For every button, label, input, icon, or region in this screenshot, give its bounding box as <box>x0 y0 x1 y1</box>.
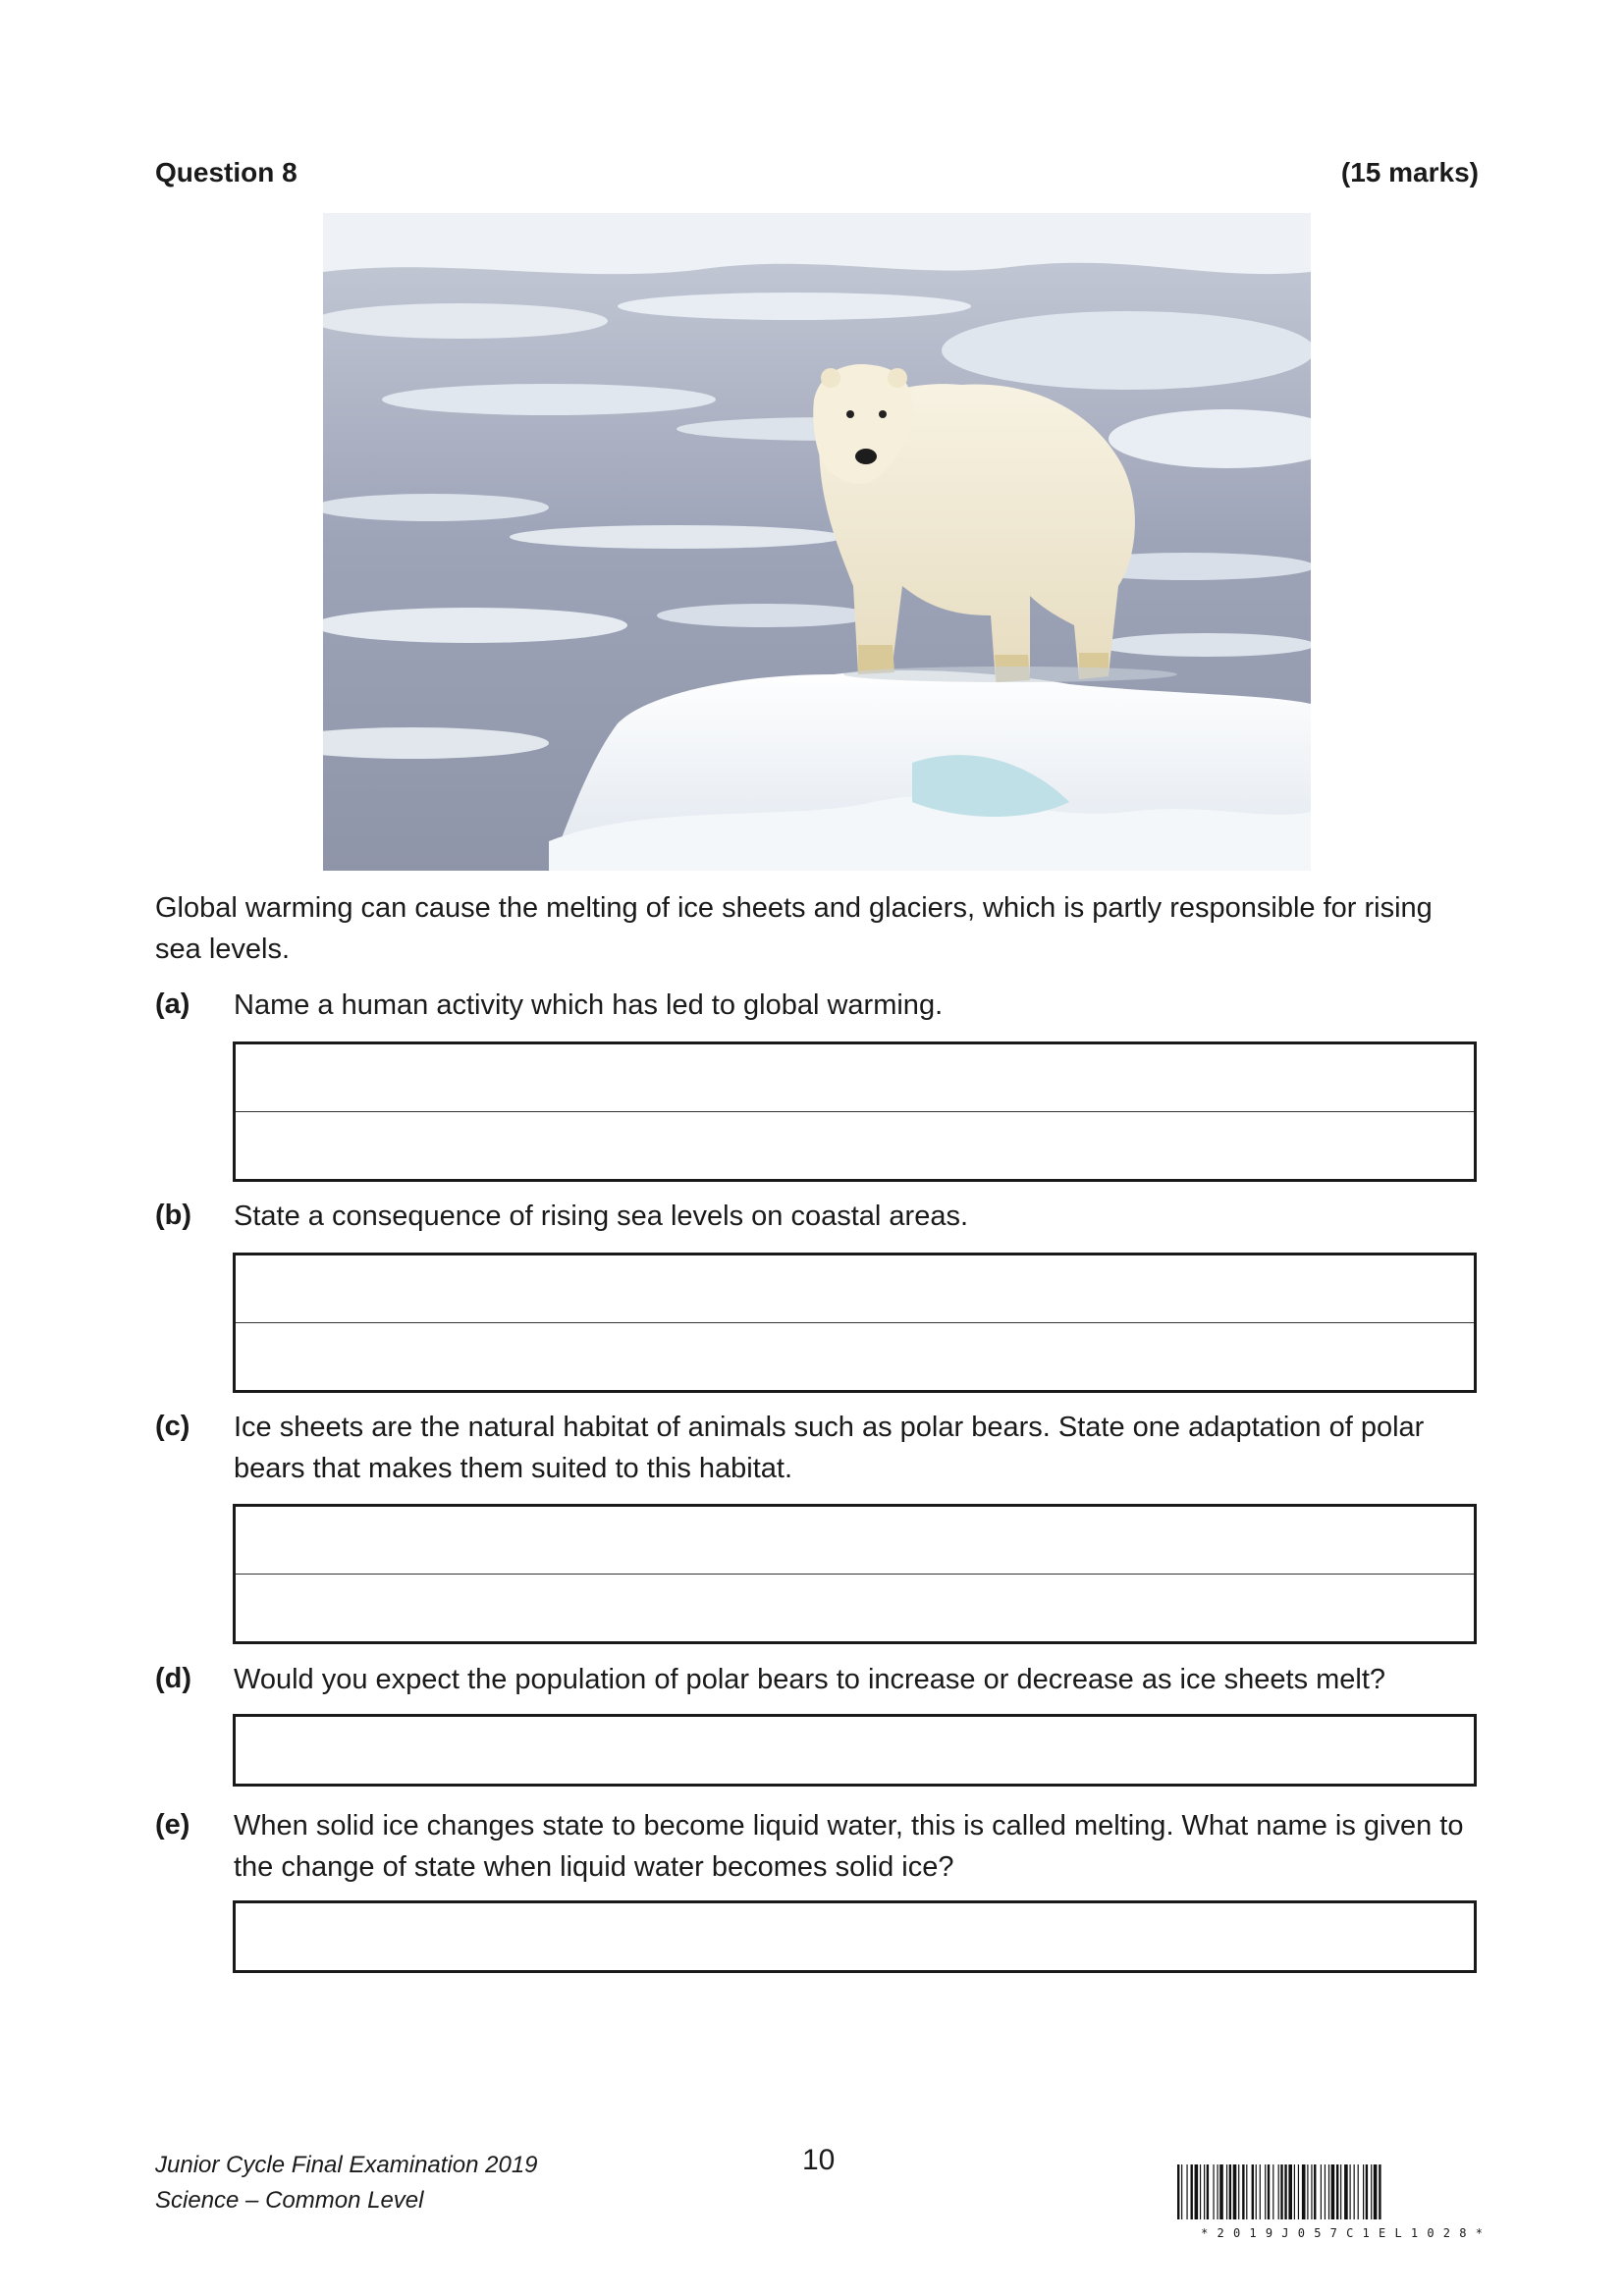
barcode-bar <box>1340 2164 1341 2219</box>
barcode-bar <box>1379 2164 1380 2219</box>
barcode-bar <box>1336 2164 1338 2219</box>
part-e-answer-box[interactable] <box>233 1900 1477 1973</box>
question-title: Question 8 <box>155 157 298 187</box>
barcode-bar <box>1302 2164 1306 2219</box>
barcode-bar <box>1307 2164 1308 2219</box>
barcode-bar <box>1331 2164 1335 2219</box>
footer-exam-title: Junior Cycle Final Examination 2019 <box>155 2152 538 2178</box>
barcode-bar <box>1256 2164 1257 2219</box>
barcode-bar <box>1229 2164 1231 2219</box>
barcode-bar <box>1321 2164 1322 2219</box>
part-a-label: (a) <box>155 988 190 1020</box>
part-d-label: (d) <box>155 1663 192 1694</box>
part-a-answer-box[interactable] <box>233 1041 1477 1182</box>
part-c-label: (c) <box>155 1411 190 1442</box>
barcode-bar <box>1233 2164 1237 2219</box>
question-header <box>155 157 1479 196</box>
barcode-bar <box>1242 2164 1244 2219</box>
answer-line <box>236 1574 1474 1575</box>
part-e-label: (e) <box>155 1809 190 1841</box>
barcode <box>1177 2164 1507 2241</box>
barcode-bar <box>1260 2164 1261 2219</box>
barcode-bar <box>1328 2164 1329 2219</box>
barcode-bar <box>1294 2164 1295 2219</box>
barcode-bar <box>1177 2164 1179 2219</box>
barcode-bar <box>1204 2164 1205 2219</box>
polar-bear-photo <box>323 213 1311 871</box>
footer-exam-info <box>155 2148 538 2218</box>
barcode-bar <box>1350 2164 1351 2219</box>
barcode-bar <box>1246 2164 1247 2219</box>
barcode-bar <box>1366 2164 1368 2219</box>
barcode-bar <box>1272 2164 1273 2219</box>
barcode-bar <box>1191 2164 1193 2219</box>
barcode-bar <box>1226 2164 1227 2219</box>
barcode-bar <box>1311 2164 1312 2219</box>
barcode-bar <box>1238 2164 1239 2219</box>
polar-bear-image <box>323 213 1311 871</box>
barcode-bar <box>1181 2164 1182 2219</box>
barcode-bar <box>1207 2164 1209 2219</box>
answer-line <box>236 1111 1474 1112</box>
barcode-bar <box>1268 2164 1270 2219</box>
barcode-bars <box>1177 2164 1507 2219</box>
barcode-bar <box>1314 2164 1316 2219</box>
barcode-bar <box>1195 2164 1199 2219</box>
barcode-bar <box>1363 2164 1364 2219</box>
intro-text: Global warming can cause the melting of ice sheets and glaciers, which is partly responsible for rising sea levels. <box>155 892 1433 965</box>
barcode-bar <box>1265 2164 1266 2219</box>
barcode-bar <box>1371 2164 1372 2219</box>
barcode-bar <box>1354 2164 1355 2219</box>
barcode-bar <box>1252 2164 1254 2219</box>
barcode-bar <box>1278 2164 1279 2219</box>
barcode-bar <box>1213 2164 1214 2219</box>
part-d-question: Would you expect the population of polar bears to increase or decrease as ice sheets melt? <box>234 1664 1386 1695</box>
barcode-bar <box>1284 2164 1286 2219</box>
part-a-question: Name a human activity which has led to global warming. <box>234 989 944 1021</box>
barcode-bar <box>1219 2164 1223 2219</box>
barcode-bar <box>1298 2164 1299 2219</box>
barcode-bar <box>1280 2164 1282 2219</box>
footer-subject: Science – Common Level <box>155 2187 424 2214</box>
barcode-bar <box>1344 2164 1348 2219</box>
part-b-label: (b) <box>155 1200 192 1231</box>
part-b-question: State a consequence of rising sea levels on coastal areas. <box>234 1201 969 1232</box>
page-number: 10 <box>802 2144 836 2176</box>
barcode-bar <box>1288 2164 1292 2219</box>
barcode-bar <box>1200 2164 1201 2219</box>
answer-line <box>236 1322 1474 1323</box>
part-d-answer-box[interactable] <box>233 1714 1477 1787</box>
part-b-answer-box[interactable] <box>233 1253 1477 1393</box>
barcode-bar <box>1358 2164 1359 2219</box>
barcode-bar <box>1186 2164 1187 2219</box>
question-marks: (15 marks) <box>1340 157 1479 187</box>
barcode-bar <box>1374 2164 1378 2219</box>
barcode-bar <box>1325 2164 1326 2219</box>
part-c-answer-box[interactable] <box>233 1504 1477 1644</box>
barcode-text: * 2 0 1 9 J 0 5 7 C 1 E L 1 0 2 8 * <box>1201 2226 1484 2240</box>
part-e-question: When solid ice changes state to become liquid water, this is called melting. What name is given to the change of state when liquid water becomes solid ice? <box>234 1810 1464 1883</box>
part-c-question: Ice sheets are the natural habitat of animals such as polar bears. State one adaptation of polar bears that makes them suited to this habitat. <box>234 1412 1425 1484</box>
